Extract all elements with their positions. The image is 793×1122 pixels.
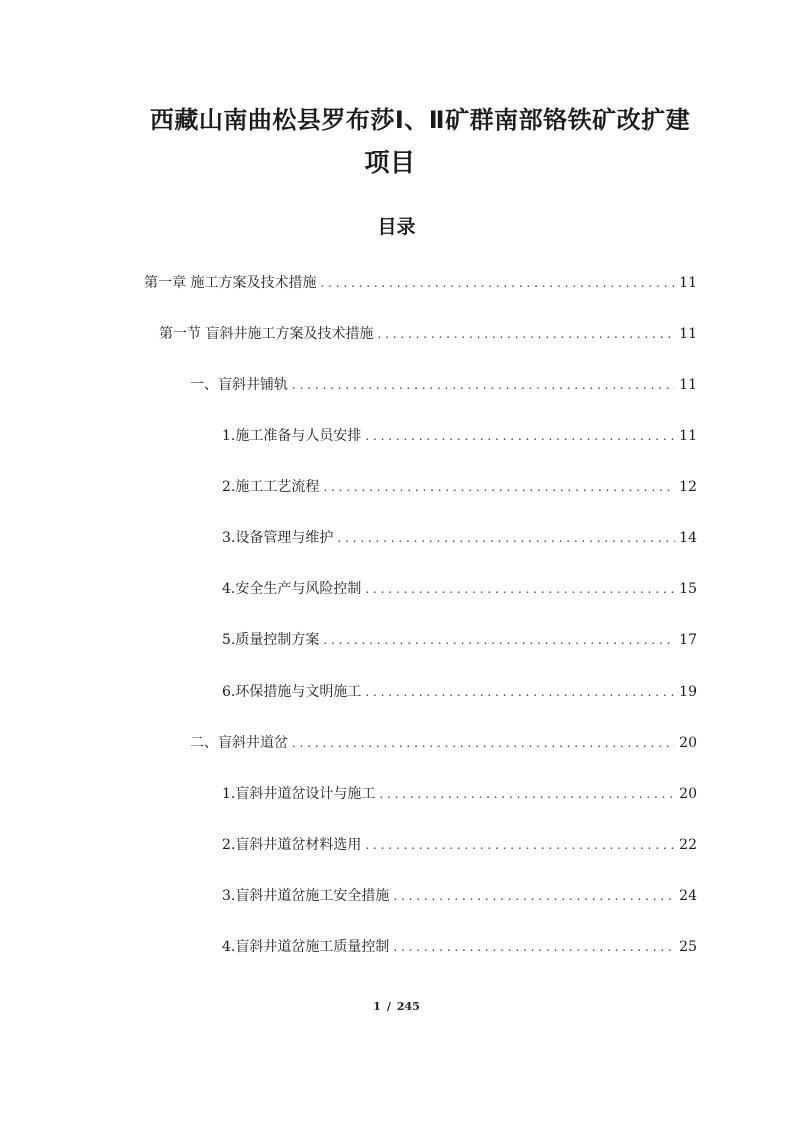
toc-entry-page: 20 (679, 786, 697, 802)
toc-entry-section-1[interactable] (159, 322, 697, 346)
toc-entry-page: 12 (679, 479, 697, 495)
toc-entry-label: 第一章 施工方案及技术措施 (144, 275, 317, 291)
toc-entry-item[interactable] (222, 577, 697, 601)
toc-entry-page: 22 (679, 837, 697, 853)
toc-entry-label: 1.施工准备与人员安排 (222, 428, 362, 444)
toc-leader-dots (320, 271, 675, 295)
toc-entry-label: 第一节 盲斜井施工方案及技术措施 (159, 326, 374, 342)
toc-leader-dots (393, 935, 675, 959)
toc-entry-label: 2.施工工艺流程 (222, 479, 320, 495)
toc-entry-label: 3.设备管理与维护 (222, 530, 334, 546)
toc-entry-page: 15 (679, 581, 697, 597)
toc-entry-page: 20 (679, 735, 697, 751)
toc-leader-dots (379, 782, 675, 806)
toc-entry-subsection-2[interactable] (190, 731, 697, 755)
toc-entry-item[interactable] (222, 628, 697, 652)
toc-entry-page: 17 (679, 632, 697, 648)
toc-entry-item[interactable] (222, 833, 697, 857)
toc-entry-item[interactable] (222, 884, 697, 908)
toc-entry-label: 二、盲斜井道岔 (190, 735, 288, 751)
toc-entry-chapter-1[interactable] (144, 271, 697, 295)
toc-leader-dots (365, 833, 675, 857)
toc-leader-dots (365, 577, 675, 601)
document-title-line-2: 项目 (364, 148, 416, 177)
toc-entry-label: 4.盲斜井道岔施工质量控制 (222, 939, 390, 955)
toc-leader-dots (292, 731, 675, 755)
toc-entry-item[interactable] (222, 526, 697, 550)
toc-entry-page: 24 (679, 888, 697, 904)
page-footer (0, 1000, 793, 1013)
toc-entry-page: 11 (679, 275, 697, 291)
toc-leader-dots (377, 322, 675, 346)
toc-leader-dots (365, 680, 675, 704)
toc-entry-label: 2.盲斜井道岔材料选用 (222, 837, 362, 853)
toc-entry-page: 25 (679, 939, 697, 955)
toc-entry-item[interactable] (222, 935, 697, 959)
toc-entry-page: 11 (679, 377, 697, 393)
toc-leader-dots (323, 628, 675, 652)
toc-leader-dots (337, 526, 675, 550)
document-title-line-1: 西藏山南曲松县罗布莎Ⅰ、Ⅱ矿群南部铬铁矿改扩建 (149, 106, 691, 134)
toc-entry-subsection-1[interactable] (190, 373, 697, 397)
toc-entry-page: 14 (679, 530, 697, 546)
toc-entry-page: 11 (679, 428, 697, 444)
toc-entry-label: 3.盲斜井道岔施工安全措施 (222, 888, 390, 904)
toc-leader-dots (323, 475, 675, 499)
toc-heading: 目录 (377, 216, 416, 238)
toc-entry-label: 4.安全生产与风险控制 (222, 581, 362, 597)
toc-entry-item[interactable] (222, 475, 697, 499)
toc-leader-dots (292, 373, 675, 397)
toc-leader-dots (365, 424, 675, 448)
toc-entry-page: 19 (679, 684, 697, 700)
toc-leader-dots (393, 884, 675, 908)
page-separator: / (386, 1000, 391, 1013)
current-page-number: 1 (373, 1000, 381, 1013)
toc-entry-label: 5.质量控制方案 (222, 632, 320, 648)
toc-entry-label: 一、盲斜井铺轨 (190, 377, 288, 393)
toc-entry-item[interactable] (222, 680, 697, 704)
toc-entry-label: 6.环保措施与文明施工 (222, 684, 362, 700)
toc-entry-item[interactable] (222, 782, 697, 806)
total-page-count: 245 (396, 1000, 420, 1013)
toc-entry-item[interactable] (222, 424, 697, 448)
toc-entry-page: 11 (679, 326, 697, 342)
toc-entry-label: 1.盲斜井道岔设计与施工 (222, 786, 376, 802)
